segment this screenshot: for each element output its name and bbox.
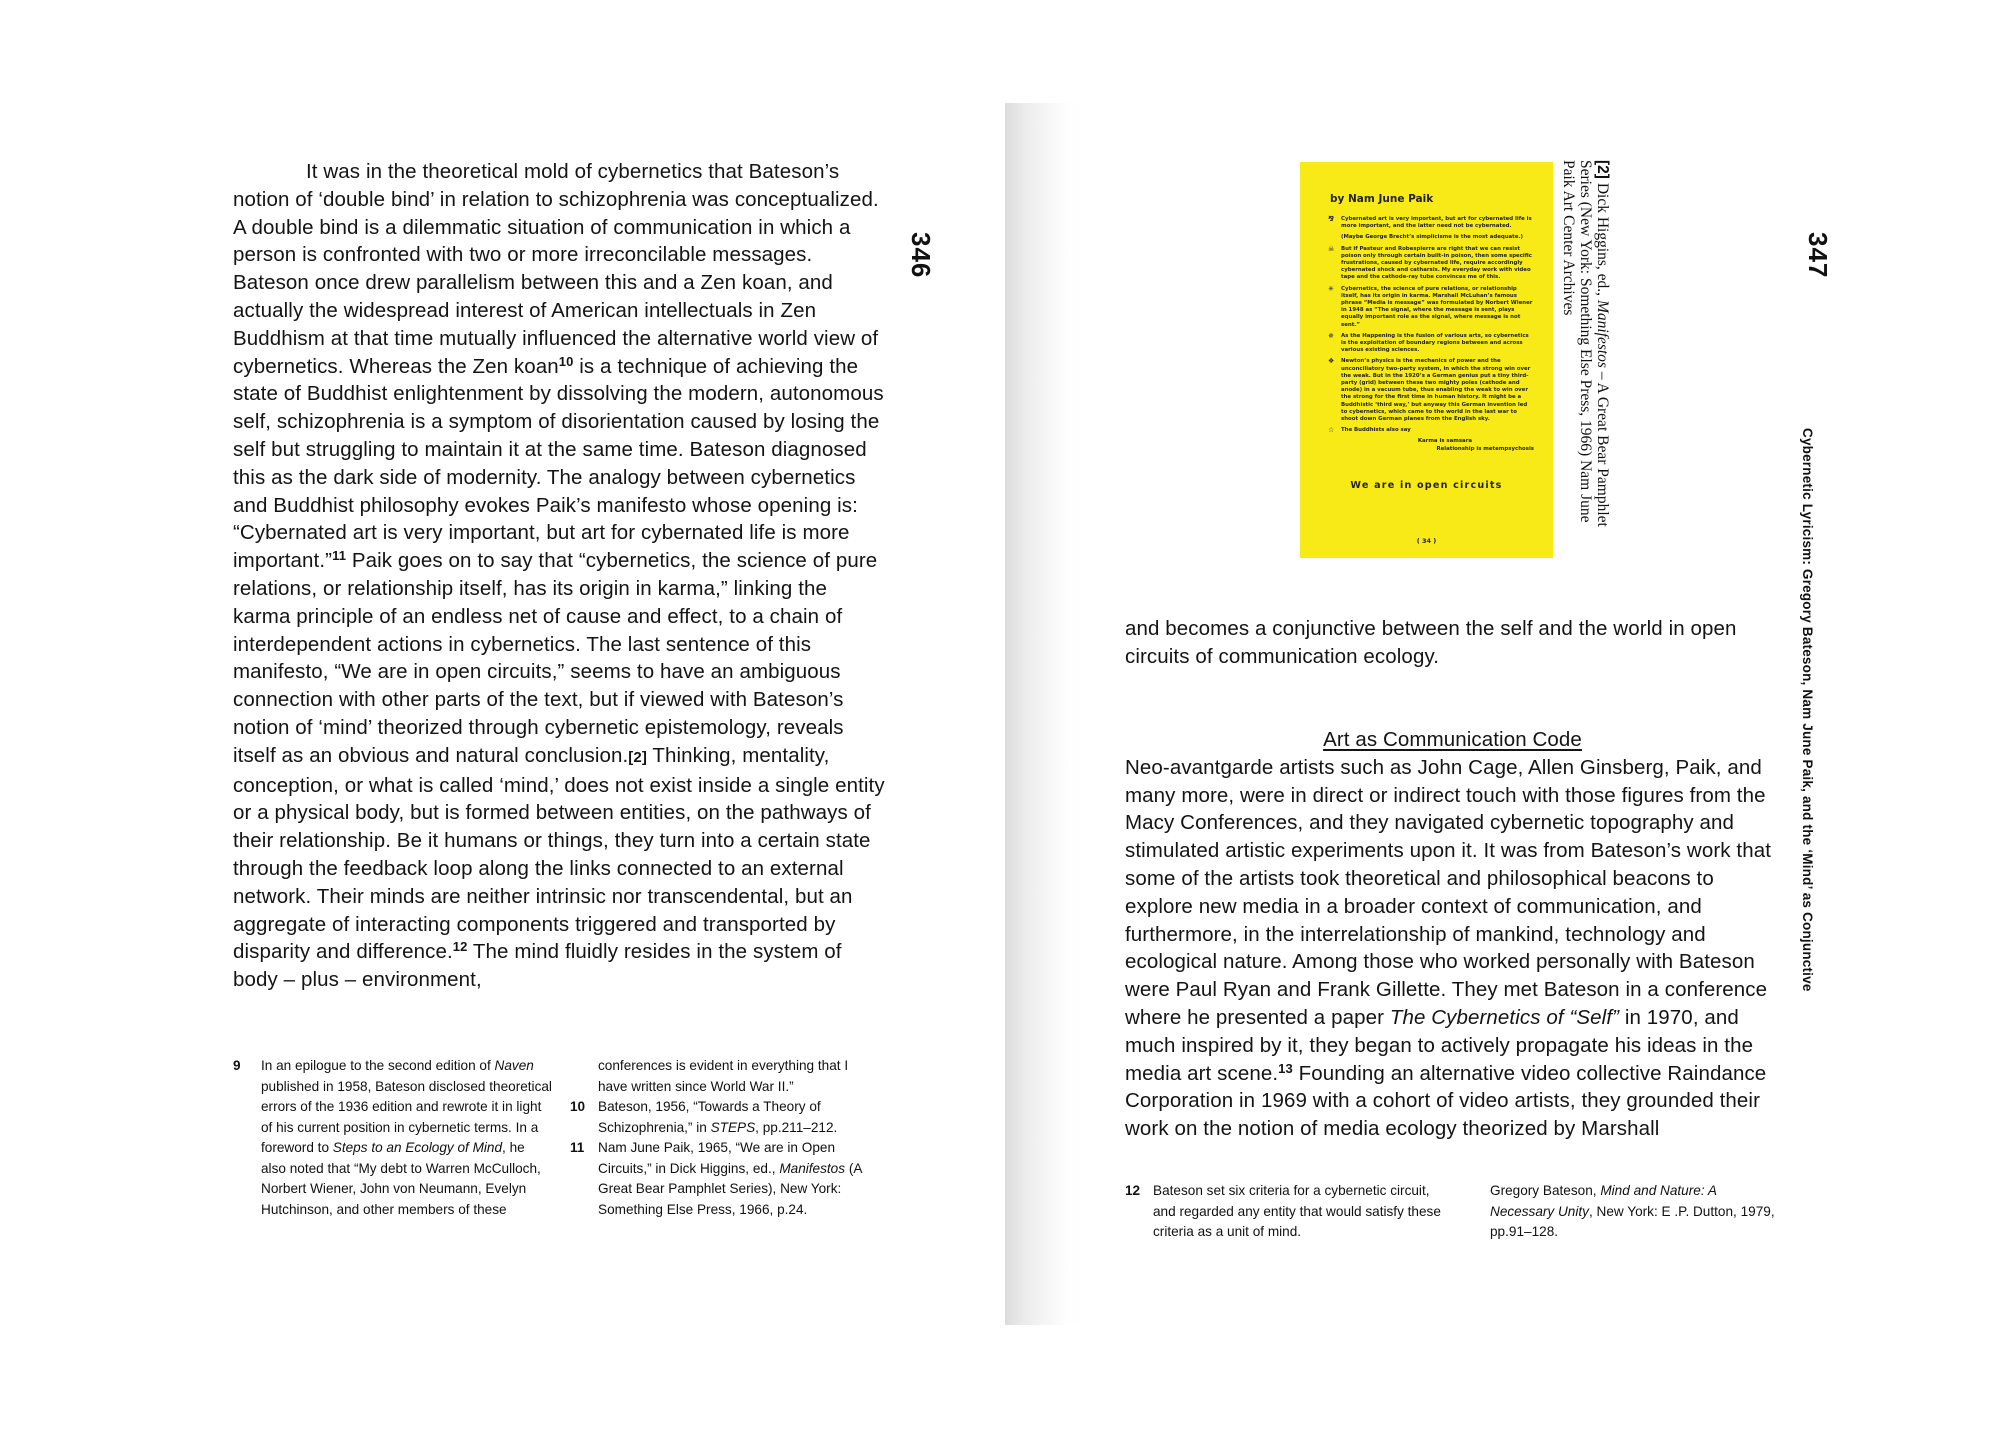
section-heading: Art as Communication Code xyxy=(1323,728,1582,751)
figure-title: by Nam June Paik xyxy=(1330,193,1434,205)
text-run: Gregory Bateson, xyxy=(1490,1183,1601,1198)
figure-page-number: ( 34 ) xyxy=(1416,537,1437,545)
text-run: , he also noted that “My debt to Warren McCulloch, Norbert Wiener, John von Neumann, Evelyn Hutchinson, and other members of these xyxy=(261,1140,541,1217)
footnote-11 xyxy=(570,1138,880,1220)
figure-symbol-icon: ✵ xyxy=(1328,331,1334,340)
footnote-9-continued: conferences is evident in everything that I have written since World War II.” xyxy=(598,1058,849,1094)
footnote-number: 12 xyxy=(1125,1183,1141,1198)
figure-item xyxy=(1328,358,1534,423)
text-run: It was in the theoretical mold of cybernetics that Bateson’s notion of ‘double bind’ in relation to schizophrenia was conceptualized. A double bind is a dilemmatic situation of communication in which a person is confronted with two or more irreconcilable messages. Bateson once drew parallelism between this and a Zen koan, and actually the widespread interest of American intellectuals in Zen Buddhism at that time mutually influenced the alternative world view of cybernetics. Whereas the Zen koan xyxy=(233,160,879,378)
page-number-left: 346 xyxy=(906,232,936,279)
text-run: , New York: E .P. Dutton, 1979, pp.91–128. xyxy=(1490,1203,1775,1239)
text-run: STEPS xyxy=(710,1119,756,1135)
figure-caption xyxy=(1560,160,1611,536)
text-run: Bateson set six criteria for a cybernetic circuit, and regarded any entity that would satisfy these criteria as a unit of mind. xyxy=(1153,1183,1441,1239)
footnote-ref-13[interactable]: 13 xyxy=(1278,1060,1293,1076)
footnote-12 xyxy=(1125,1181,1455,1243)
figure-ref-2[interactable]: [2] xyxy=(628,748,647,766)
text-run: in 1970, and much inspired by it, they began to actively propagate his ideas in the media art scene. xyxy=(1125,1005,1754,1085)
left-body-text xyxy=(233,158,888,994)
figure-symbol-icon: ☆ xyxy=(1328,426,1335,435)
figure-symbol-icon: ⅋ xyxy=(1328,215,1335,223)
figure-item xyxy=(1328,234,1534,241)
text-run: Nam June Paik, 1965, “We are in Open Circuits,” in Dick Higgins, ed., xyxy=(598,1140,836,1176)
figure-item xyxy=(1328,216,1534,230)
footnote-number: 11 xyxy=(570,1140,585,1155)
figure-item xyxy=(1328,286,1534,329)
footnote-12-continued xyxy=(1490,1181,1780,1243)
text-run: – A Great Bear Pamphlet Series (New York: Something Else Press, 1966) Nam June Paik Art Center Archives xyxy=(1560,160,1611,527)
text-run: The mind fluidly resides in the system of body – plus – environment, xyxy=(233,940,842,992)
figure-item xyxy=(1328,246,1534,282)
footnote-column-1 xyxy=(233,1056,553,1220)
text-run: Dick Higgins, ed., xyxy=(1594,178,1611,300)
right-body-section xyxy=(1125,726,1780,1143)
footnote-ref-12[interactable]: 12 xyxy=(452,939,468,955)
figure-item xyxy=(1328,333,1534,355)
right-paragraph-top: and becomes a conjunctive between the self and the world in open circuits of communication ecology. xyxy=(1125,617,1737,668)
footnote-column-4 xyxy=(1490,1181,1780,1243)
footnote-10 xyxy=(570,1097,880,1138)
figure-karma-line: Karma is samsara xyxy=(1417,438,1472,445)
footnote-column-2 xyxy=(570,1056,880,1220)
figure-item-text: But if Pasteur and Robespierre are right that we can resist poison only through certain built-in poison, then some specific frustrations, caused by cybernated life, require accordingly cybernated shock and catharsis. My everyday work with video tape and the cathode-ray tube convinces me of this. xyxy=(1341,245,1532,281)
figure-item-text: Cybernetics, the science of pure relations, or relationship itself, has its origin in karma. Marshall McLuhan’s famous phrase “Media is message” was formulated by Norbert Wiener in 1948 as “The signal, where the message is sent, plays equally important role as the signal, where message is not sent.” xyxy=(1341,285,1533,328)
footnote-9 xyxy=(233,1056,553,1220)
page-number-right: 347 xyxy=(1803,232,1833,279)
figure-open-circuits: We are in open circuits xyxy=(1350,480,1503,491)
text-run: Manifestos xyxy=(1594,299,1611,368)
footnote-number: 10 xyxy=(570,1099,586,1114)
figure-item-text: The Buddhists also say xyxy=(1341,427,1411,434)
right-paragraph xyxy=(1125,754,1780,1143)
text-run: Manifestos xyxy=(779,1160,846,1176)
text-run: (A Great Bear Pamphlet Series), New York: Something Else Press, 1966, p.24. xyxy=(598,1160,862,1217)
figure-relationship-line: Relationship is metempsychosis xyxy=(1436,445,1534,452)
figure-item-text: Cybernated art is very important, but art for cybernated life is more important, and the latter need not be cybernated. xyxy=(1341,216,1532,230)
footnote-ref-10[interactable]: 10 xyxy=(558,353,574,369)
text-run: Paik goes on to say that “cybernetics, the science of pure relations, or relationship itself, has its origin in karma,” linking the karma principle of an endless net of cause and effect, to a chain of interdependent actions in cybernetics. The last sentence of this manifesto, “We are in open circuits,” seems to have an ambiguous connection with other parts of the text, but if viewed with Bateson’s notion of ‘mind’ theorized through cybernetic epistemology, reveals itself as an obvious and natural conclusion. xyxy=(233,549,878,767)
text-run: Naven xyxy=(494,1058,534,1073)
figure-item-text: (Maybe George Brecht’s simplicisme is the most adequate.) xyxy=(1341,234,1523,241)
right-body-top xyxy=(1125,615,1775,671)
text-run: Steps to an Ecology of Mind xyxy=(332,1140,503,1155)
text-run: Mind and Nature: A Necessary Unity xyxy=(1490,1183,1717,1219)
text-run: The Cybernetics of “Self” xyxy=(1389,1005,1620,1029)
text-run: Founding an alternative video collective Raindance Corporation in 1969 with a cohort of video artists, they grounded their work on the notion of media ecology theorized by Marshall xyxy=(1125,1061,1767,1141)
figure-item-text: Newton’s physics is the mechanics of power and the unconciliatory two-party system, in which the strong win over the weak. But in the 1920’s a German genius put a tiny third-party (grid) between these two mighty poles (cathode and anode) in a vacuum tube, thus enabling the weak to win over the strong for the first time in human history. It might be a Buddhistic ‘third way,’ but anyway this German invention led to cybernetics, which came to the world in the last war to shoot down German planes from the English sky. xyxy=(1341,358,1531,423)
figure-symbol-icon: ✳ xyxy=(1328,284,1334,293)
text-run: is a technique of achieving the state of Buddhist enlightenment by dissolving the modern, autonomous self, schizophrenia is a symptom of disorientation caused by losing the self but struggling to maintain it at the same time. Bateson diagnosed this as the dark side of modernity. The analogy between cybernetics and Buddhist philosophy evokes Paik’s manifesto whose opening is: “Cybernated art is very important, but art for cybernated life is more important.” xyxy=(233,354,884,573)
figure-symbol-icon: ❖ xyxy=(1328,357,1335,366)
footnote-column-3 xyxy=(1125,1181,1455,1243)
caption-number: [2] xyxy=(1594,160,1611,179)
text-run: , pp.211–212. xyxy=(755,1119,838,1135)
text-run: published in 1958, Bateson disclosed theoretical errors of the 1936 edition and rewrote it in light of his current position in cybernetic terms. In a foreword to xyxy=(261,1078,552,1155)
figure-item-text: As the Happening is the fusion of various arts, so cybernetics is the exploitation of boundary regions between and across various existing sciences. xyxy=(1341,332,1529,354)
figure-items xyxy=(1328,216,1534,453)
manifesto-figure xyxy=(1300,162,1553,558)
text-run: Bateson, 1956, “Towards a Theory of Schizophrenia,” in xyxy=(598,1099,821,1135)
running-head: Cybernetic Lyricism: Gregory Bateson, Nam June Paik, and the ‘Mind’ as Conjunctive xyxy=(1800,428,1815,992)
footnote-number: 9 xyxy=(233,1058,241,1073)
figure-item xyxy=(1328,427,1534,434)
left-paragraph xyxy=(233,158,888,994)
footnote-ref-11[interactable]: 11 xyxy=(332,548,347,564)
figure-symbol-icon: ☠ xyxy=(1328,244,1335,253)
text-run: Neo-avantgarde artists such as John Cage, Allen Ginsberg, Paik, and many more, were in direct or indirect touch with those figures from the Macy Conferences, and they navigated cybernetic topography and stimulated artistic experiments upon it. It was from Bateson’s work that some of the artists took theoretical and philosophical beacons to explore new media in a broader context of communication, and furthermore, in the interrelationship of mankind, technology and ecological nature. Among those who worked personally with Bateson were Paul Ryan and Frank Gillette. They met Bateson in a conference where he presented a paper xyxy=(1125,755,1772,1029)
text-run: In an epilogue to the second edition of xyxy=(261,1058,495,1073)
text-run: Thinking, mentality, conception, or what is called ‘mind,’ does not exist inside a single entity or a physical body, but is formed between entities, on the pathways of their relationship. Be it humans or things, they turn into a certain state through the feedback loop along the links connected to an external network. Their minds are neither intrinsic nor transcendental, but an aggregate of interacting components triggered and transported by disparity and difference. xyxy=(233,743,885,964)
